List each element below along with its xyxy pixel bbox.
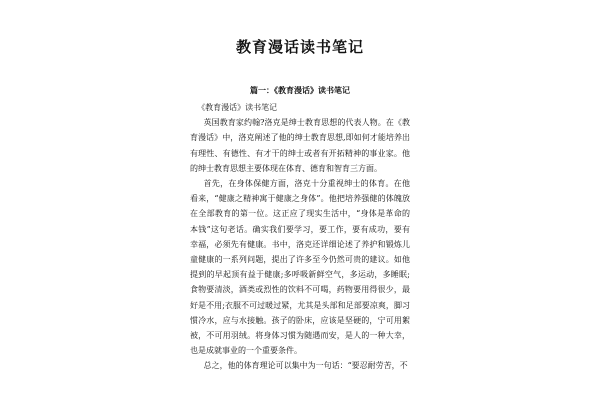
section-heading: 篇一：《教育漫话》读书笔记 [250,85,350,95]
paragraph-3: 总之，他的体育理论可以集中为一句话：“要忍耐劳苦，不 [203,361,408,371]
paragraph-2: 首先，在身体保健方面，洛克十分重视绅士的体育。在他看来，“健康之精神寓于健康之身体”。他把培养强健的体魄放在全部教育的第一位。这正应了现实生活中，“身体是革命的本钱”这句老话。确实我们要学习，要工作，要有成功，要有幸福，必须先有健康。书中，洛克还详细论述了养护和锻炼儿童健康的一系列问题，提出了许多至今仍然可贵的建议。如他提到的早起顶有益于健康;多呼吸新鲜空气，多运动，多睡眠;食物要清淡，酒类或烈性的饮料不可喝，药物要用得很少，最好是不用;衣服不可过暖过紧，尤其是头部和足部要凉爽，脚习惯冷水，应与水接触。孩子的卧床，应该是坚硬的，宁可用絮被，不可用羽绒。将身体习惯为随遇而安，是人的一种大幸，也是成就事业的一个重要条件。 [190,179,410,356]
document-title: 教育漫话读书笔记 [235,38,364,56]
paragraph-1: 英国教育家约翰?洛克是绅士教育思想的代表人物。在《教育漫话》中，洛克阐述了他的绅士教育思想,即如何才能培养出有理性、有德性、有才干的绅士或者有开拓精神的事业家。他的绅士教育思想主要体现在体育、德育和智育三方面。 [190,118,410,173]
subheading: 《教育漫话》读书笔记 [197,103,278,112]
document-body [190,100,410,374]
